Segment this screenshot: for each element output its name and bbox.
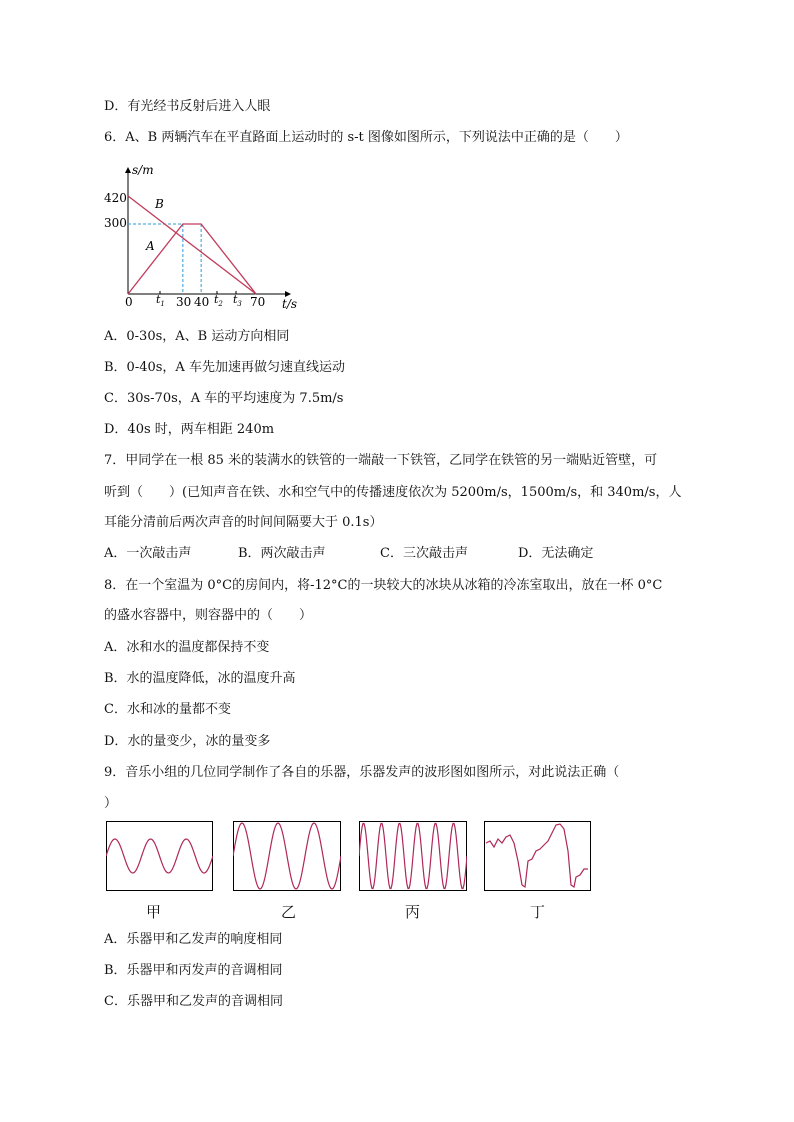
q8-option-b: B．水的温度降低，冰的温度升高 bbox=[104, 671, 296, 686]
x-tick-40: 40 bbox=[194, 295, 210, 309]
q6-option-a: A．0-30s，A、B 运动方向相同 bbox=[104, 329, 290, 344]
x-axis-label: t/s bbox=[282, 297, 298, 310]
waveform-ding bbox=[484, 821, 591, 891]
origin-label: 0 bbox=[125, 295, 133, 309]
t2-label: $t_2$ bbox=[214, 293, 223, 308]
waveform-bing bbox=[359, 821, 467, 891]
st-graph bbox=[100, 160, 310, 310]
question-7-line-2: 听到（ ）(已知声音在铁、水和空气中的传播速度依次为 5200m/s，1500m/s，和 340m/s，人 bbox=[104, 485, 682, 500]
question-8-line-1: 8．在一个室温为 0°C的房间内，将-12°C的一块较大的冰块从冰箱的冷冻室取出，放在一杯 0°C bbox=[104, 578, 663, 593]
y-tick-300: 300 bbox=[104, 216, 127, 230]
q6-option-b: B．0-40s，A 车先加速再做匀速直线运动 bbox=[104, 360, 345, 375]
wave-label-yi: 乙 bbox=[281, 903, 297, 921]
q7-options bbox=[104, 545, 624, 563]
waveform-yi bbox=[233, 821, 341, 891]
q9-option-b: B．乐器甲和丙发声的音调相同 bbox=[104, 963, 283, 978]
q7-option-a: A．一次敲击声 bbox=[104, 546, 192, 561]
q8-option-d: D．水的量变少，冰的量变多 bbox=[104, 734, 271, 749]
series-label-a: A bbox=[146, 239, 155, 253]
question-9-line-1: 9．音乐小组的几位同学制作了各自的乐器，乐器发声的波形图如图所示，对此说法正确（ bbox=[104, 765, 620, 780]
x-tick-70: 70 bbox=[250, 295, 266, 309]
wave-label-bing: 丙 bbox=[405, 903, 421, 921]
wave-label-jia: 甲 bbox=[146, 903, 162, 921]
y-tick-420: 420 bbox=[104, 191, 127, 205]
q8-option-a: A．冰和水的温度都保持不变 bbox=[104, 640, 270, 655]
q8-option-c: C．水和冰的量都不变 bbox=[104, 702, 231, 717]
waveform-jia bbox=[106, 821, 213, 891]
q7-option-c: C．三次敲击声 bbox=[380, 546, 468, 561]
t1-label: $t_1$ bbox=[156, 293, 165, 308]
y-axis-label: s/m bbox=[132, 163, 154, 177]
series-line-a bbox=[128, 224, 256, 294]
question-6: 6．A、B 两辆汽车在平直路面上运动时的 s-t 图像如图所示，下列说法中正确的是（ ） bbox=[104, 130, 628, 145]
option-d-q5: D．有光经书反射后进入人眼 bbox=[104, 99, 271, 114]
t3-label: $t_3$ bbox=[233, 293, 242, 308]
x-tick-30: 30 bbox=[176, 295, 192, 309]
wave-label-ding: 丁 bbox=[530, 903, 546, 921]
series-label-b: B bbox=[155, 197, 164, 211]
question-8-line-2: 的盛水容器中，则容器中的（ ） bbox=[104, 608, 313, 623]
q6-option-c: C．30s-70s，A 车的平均速度为 7.5m/s bbox=[104, 391, 344, 406]
question-9-line-2: ） bbox=[104, 796, 118, 811]
q9-option-c: C．乐器甲和乙发声的音调相同 bbox=[104, 994, 283, 1009]
question-7-line-3: 耳能分清前后两次声音的时间间隔要大于 0.1s） bbox=[104, 515, 383, 530]
q6-option-d: D．40s 时，两车相距 240m bbox=[104, 422, 275, 437]
q7-option-d: D．无法确定 bbox=[518, 546, 594, 561]
question-7-line-1: 7．甲同学在一根 85 米的装满水的铁管的一端敲一下铁管，乙同学在铁管的另一端贴近管壁，可 bbox=[104, 453, 658, 468]
q7-option-b: B．两次敲击声 bbox=[238, 546, 326, 561]
q9-option-a: A．乐器甲和乙发声的响度相同 bbox=[104, 932, 283, 947]
